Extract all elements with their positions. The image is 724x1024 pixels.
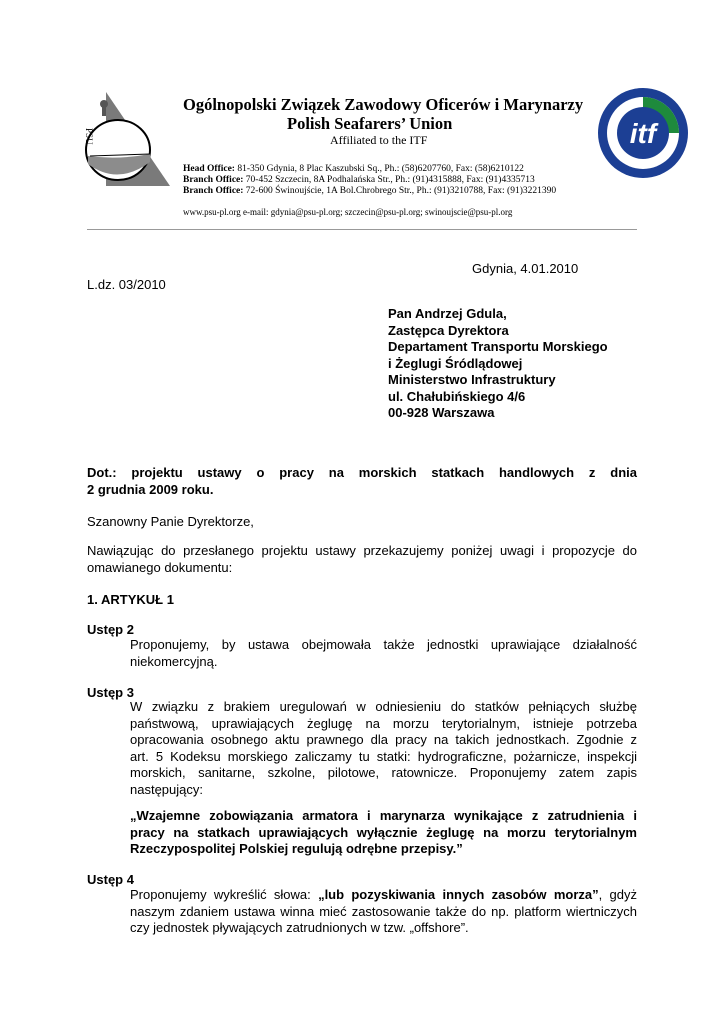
paragraph-line: morskich, sanitarne, szkolne, pilotowe, ratownicze. Proponujemy zatem zapis	[130, 765, 637, 780]
branch-office-text: 70-452 Szczecin, 8A Podhalańska Str., Ph.: (91)4315888, Fax: (91)4335713	[245, 175, 535, 185]
head-office-text: 81-350 Gdynia, 8 Plac Kaszubski Sq., Ph.: (58)6207760, Fax: (58)6210122	[237, 164, 524, 174]
org-subtitle: Polish Seafarers’ Union	[287, 114, 453, 133]
affiliation: Affiliated to the ITF	[330, 133, 428, 147]
branch-office-text: 72-600 Świnoujście, 1A Bol.Chrobrego Str., Ph.: (91)3210788, Fax: (91)3221390	[245, 186, 557, 196]
paragraph-line: Proponujemy, by ustawa obejmowała także jednostki uprawiające działalność	[130, 637, 637, 652]
subject	[87, 465, 637, 498]
addressee-line: Ministerstwo Infrastruktury	[388, 372, 556, 387]
quote-line: „Wzajemne zobowiązania armatora i marynarza wynikające z zatrudnienia i	[130, 808, 637, 823]
paragraph-line: państwową, uprawiających żeglugę na morzu terytorialnym, istnieje potrzeba	[130, 715, 637, 731]
addressee-line: Pan Andrzej Gdula,	[388, 306, 507, 321]
intro-paragraph	[87, 543, 637, 576]
paragraph-line: następujący:	[130, 781, 203, 797]
addressee-line: Departament Transportu Morskiego	[388, 339, 608, 354]
itf-logo	[596, 86, 690, 180]
subject-line: Dot.: projektu ustawy o pracy na morskich statkach handlowych z dnia	[87, 465, 637, 480]
branch-office-swinoujscie	[183, 186, 556, 196]
paragraph-line: niekomercyjną.	[130, 653, 218, 669]
salutation: Szanowny Panie Dyrektorze,	[87, 514, 254, 529]
head-office	[183, 164, 524, 174]
section-heading-ustep-3: Ustęp 3	[87, 685, 134, 700]
paragraph-line: art. 5 Kodeksu morskiego zaliczamy tu statki: hydrograficzne, pożarnicze, inspekcji	[130, 748, 637, 764]
branch-office-label: Branch Office:	[183, 186, 244, 196]
subject-line: 2 grudnia 2009 roku.	[87, 481, 214, 497]
head-office-label: Head Office:	[183, 164, 235, 174]
psu-logo-letters: PSU	[84, 128, 94, 145]
addressee-line: i Żeglugi Śródlądowej	[388, 355, 523, 371]
letter-date: Gdynia, 4.01.2010	[472, 261, 579, 276]
paragraph-line: opracowania osobnego aktu prawnego dla pracy na takich jednostkach. Zgodnie z	[130, 732, 637, 747]
intro-line: Nawiązując do przesłanego projektu ustawy przekazujemy poniżej uwagi i propozycje do	[87, 543, 637, 558]
org-title: Ogólnopolski Związek Zawodowy Oficerów i Marynarzy	[183, 95, 584, 114]
section-body-ustep-2	[130, 637, 637, 670]
header-divider	[87, 229, 637, 230]
contact-line: www.psu-pl.org e-mail: gdynia@psu-pl.org; szczecin@psu-pl.org; swinoujscie@psu-pl.org	[183, 207, 513, 217]
quoted-phrase: „lub pozyskiwania innych zasobów morza”	[318, 887, 599, 902]
quote-line: Rzeczypospolitej Polskiej regulują odrębne przepisy.”	[130, 841, 463, 856]
paragraph-line: czy jednostek pływających zatrudnionych w tzw. „offshore”.	[130, 920, 469, 935]
text-run: Proponujemy wykreślić słowa:	[130, 887, 319, 902]
section-heading-ustep-2: Ustęp 2	[87, 622, 134, 637]
paragraph-line: naszym zdaniem ustawa winna mieć zastosowanie także do np. platform wiertniczych	[130, 903, 637, 919]
text-run: , gdyż	[598, 887, 637, 902]
article-heading: 1. ARTYKUŁ 1	[87, 592, 174, 607]
section-body-ustep-3	[130, 699, 637, 798]
quote-line: pracy na statkach uprawiających wyłącznie żeglugę na morzu terytorialnym	[130, 824, 637, 840]
section-heading-ustep-4: Ustęp 4	[87, 872, 134, 887]
itf-logo-text: itf	[629, 118, 657, 149]
addressee-line: 00-928 Warszawa	[388, 405, 495, 420]
paragraph-line: W związku z brakiem uregulowań w odniesieniu do statków pełniących służbę	[130, 699, 637, 714]
branch-office-szczecin	[183, 175, 535, 185]
intro-line: omawianego dokumentu:	[87, 559, 233, 575]
proposed-wording-quote	[130, 808, 637, 858]
reference-number: L.dz. 03/2010	[87, 277, 166, 292]
paragraph-line	[130, 887, 637, 904]
section-body-ustep-4	[130, 887, 637, 937]
psu-logo	[80, 90, 172, 190]
addressee-line: Zastępca Dyrektora	[388, 322, 509, 338]
branch-office-label: Branch Office:	[183, 175, 244, 185]
addressee-line: ul. Chałubińskiego 4/6	[388, 388, 526, 404]
addressee-block	[388, 306, 608, 422]
